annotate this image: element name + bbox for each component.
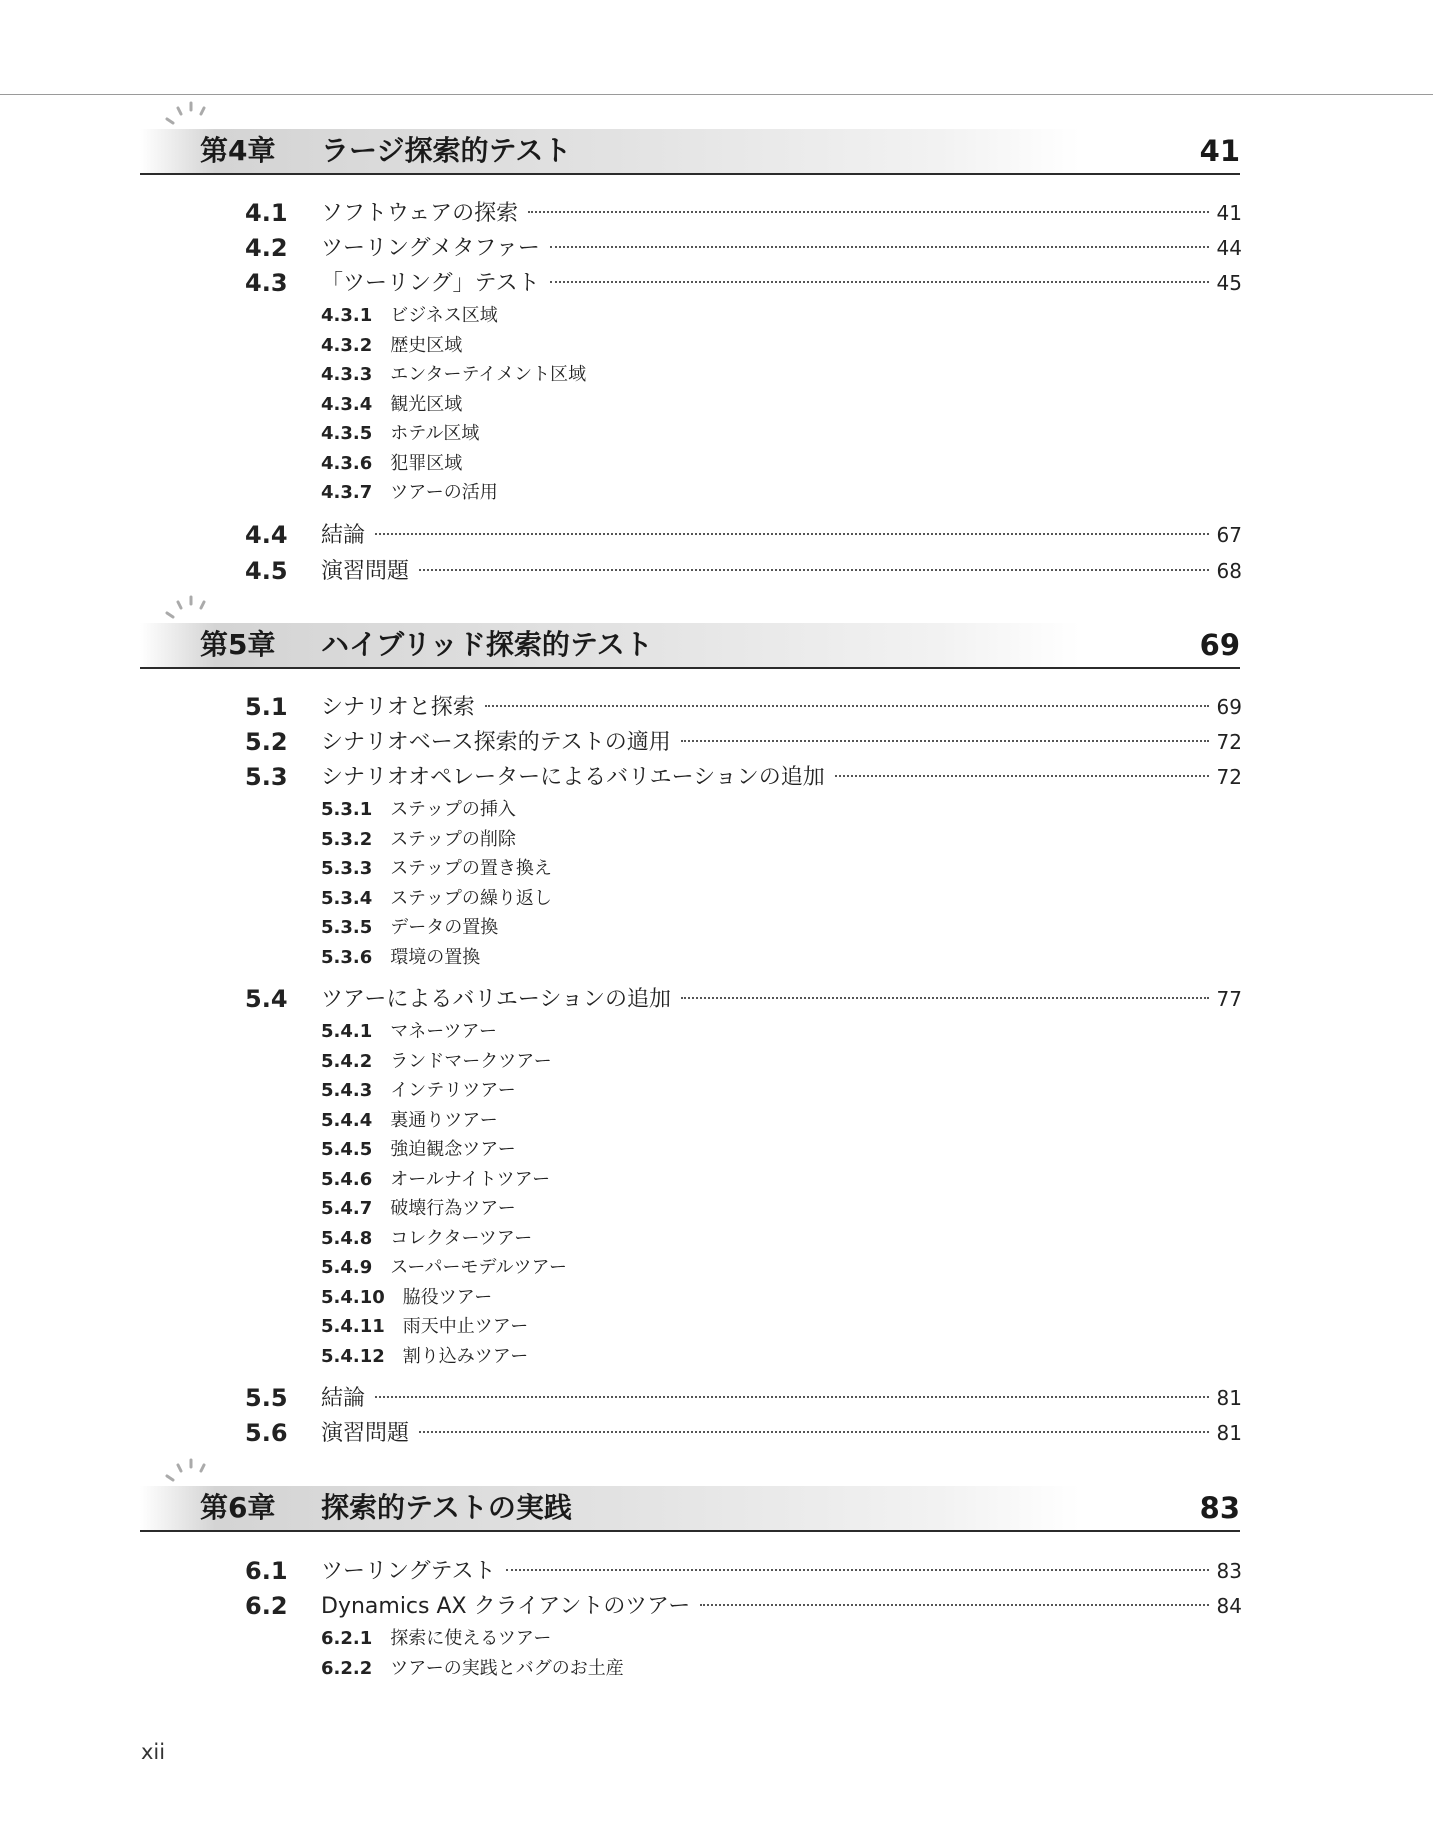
chapter-heading: [140, 590, 1240, 680]
subsection-number: 5.4.8: [321, 1227, 373, 1249]
section-line: [321, 691, 1242, 724]
subsection-entry[interactable]: [321, 856, 552, 882]
section-page: 41: [1216, 201, 1242, 225]
subsection-title: 歴史区域: [390, 334, 463, 356]
chapter-title: ハイブリッド探索的テスト: [321, 628, 653, 661]
dot-leader: [681, 997, 1209, 999]
subsection-number: 5.4.5: [321, 1139, 373, 1160]
section-page: 81: [1216, 1386, 1242, 1410]
section-line: [321, 761, 1242, 794]
section-line: [321, 1590, 1242, 1623]
section-title: ツアーによるバリエーションの追加: [321, 987, 672, 1012]
section-page: 67: [1216, 523, 1242, 547]
subsection-number: 4.3.7: [321, 482, 373, 503]
subsection-entry[interactable]: [321, 451, 462, 477]
section-page: 77: [1216, 987, 1242, 1011]
section-entry[interactable]: [245, 232, 1242, 264]
chapter-band: [140, 1486, 1080, 1530]
subsection-entry[interactable]: [321, 1167, 550, 1193]
subsection-entry[interactable]: [321, 1108, 498, 1134]
subsection-title: ステップの挿入: [390, 799, 516, 820]
section-title: ソフトウェアの探索: [321, 201, 519, 226]
section-page: 84: [1216, 1594, 1242, 1618]
subsection-entry[interactable]: [321, 1285, 492, 1311]
subsection-entry[interactable]: [321, 945, 480, 971]
section-number: 4.3: [245, 269, 288, 297]
section-entry[interactable]: [245, 726, 1242, 758]
subsection-number: 5.4.3: [321, 1080, 373, 1101]
subsection-title: 強迫観念ツアー: [390, 1139, 516, 1160]
subsection-number: 5.3.6: [321, 946, 373, 968]
subsection-title: スーパーモデルツアー: [390, 1257, 568, 1278]
section-number: 5.5: [245, 1384, 288, 1412]
subsection-entry[interactable]: [321, 1196, 516, 1222]
subsection-title: 犯罪区域: [390, 452, 463, 474]
dot-leader: [375, 533, 1209, 535]
section-number: 6.2: [245, 1592, 288, 1620]
dot-leader: [550, 246, 1209, 248]
chapter-title: ラージ探索的テスト: [321, 134, 572, 167]
section-title: ツーリングテスト: [321, 1559, 496, 1584]
subsection-entry[interactable]: [321, 1078, 516, 1104]
subsection-number: 5.3.1: [321, 799, 373, 820]
chapter-label: 第6章: [200, 1491, 276, 1524]
section-page: 81: [1216, 1421, 1242, 1445]
subsection-entry[interactable]: [321, 362, 586, 388]
chapter-rule: [140, 1530, 1240, 1532]
subsection-title: ホテル区域: [390, 423, 480, 444]
section-page: 44: [1216, 236, 1242, 260]
section-entry[interactable]: [245, 1590, 1242, 1622]
dot-leader: [681, 740, 1209, 742]
subsection-number: 4.3.5: [321, 423, 373, 444]
section-entry[interactable]: [245, 1555, 1242, 1587]
subsection-number: 5.4.7: [321, 1198, 373, 1219]
subsection-number: 4.3.3: [321, 364, 373, 385]
subsection-number: 5.4.1: [321, 1021, 373, 1042]
subsection-title: ステップの置き換え: [390, 858, 552, 879]
subsection-title: ステップの繰り返し: [390, 887, 552, 909]
subsection-number: 5.4.12: [321, 1345, 385, 1367]
subsection-title: オールナイトツアー: [390, 1168, 551, 1190]
subsection-title: ツアーの活用: [390, 482, 498, 503]
subsection-title: マネーツアー: [390, 1021, 497, 1042]
section-line: [321, 519, 1242, 552]
section-entry[interactable]: [245, 1382, 1242, 1414]
subsection-entry[interactable]: [321, 1656, 624, 1682]
dot-leader: [375, 1396, 1209, 1398]
subsection-entry[interactable]: [321, 480, 498, 506]
section-line: [321, 555, 1242, 588]
section-title: シナリオと探索: [321, 695, 475, 720]
subsection-entry[interactable]: [321, 915, 498, 941]
section-number: 5.2: [245, 728, 288, 756]
section-line: [321, 726, 1242, 759]
page-folio: xii: [141, 1740, 166, 1764]
section-number: 5.3: [245, 763, 288, 791]
section-line: [321, 1417, 1242, 1450]
dot-leader: [419, 569, 1209, 571]
chapter-band: [140, 129, 1080, 173]
subsection-entry[interactable]: [321, 392, 462, 418]
subsection-entry[interactable]: [321, 827, 516, 853]
subsection-entry[interactable]: [321, 1137, 516, 1163]
section-entry[interactable]: [245, 519, 1242, 551]
section-title: 結論: [321, 523, 366, 548]
subsection-title: 割り込みツアー: [402, 1345, 529, 1367]
subsection-title: 破壊行為ツアー: [390, 1198, 516, 1219]
subsection-title: コレクターツアー: [390, 1227, 533, 1249]
section-entry[interactable]: [245, 197, 1242, 229]
section-line: [321, 1382, 1242, 1415]
subsection-title: 探索に使えるツアー: [390, 1628, 552, 1649]
subsection-number: 4.3.6: [321, 452, 373, 474]
section-number: 5.4: [245, 985, 288, 1013]
subsection-number: 4.3.2: [321, 334, 373, 356]
section-entry[interactable]: [245, 691, 1242, 723]
subsection-entry[interactable]: [321, 1226, 532, 1252]
subsection-title: エンターテイメント区域: [390, 364, 587, 385]
section-title: 結論: [321, 1386, 366, 1411]
subsection-entry[interactable]: [321, 1019, 497, 1045]
chapter-label: 第4章: [200, 134, 276, 167]
subsection-title: ビジネス区域: [390, 305, 498, 326]
section-number: 5.6: [245, 1419, 288, 1447]
dot-leader: [528, 211, 1208, 213]
section-title: 演習問題: [321, 1421, 410, 1446]
subsection-title: 雨天中止ツアー: [402, 1316, 529, 1337]
subsection-number: 5.3.3: [321, 858, 373, 879]
section-entry[interactable]: [245, 761, 1242, 793]
section-line: [321, 232, 1242, 265]
section-page: 69: [1216, 695, 1242, 719]
dot-leader: [700, 1604, 1208, 1606]
chapter-page: 83: [1199, 1491, 1240, 1525]
section-entry[interactable]: [245, 1417, 1242, 1449]
section-title: 「ツーリング」テスト: [321, 271, 540, 296]
subsection-number: 4.3.1: [321, 305, 373, 326]
subsection-title: 裏通りツアー: [390, 1109, 498, 1131]
section-line: [321, 1555, 1242, 1588]
subsection-entry[interactable]: [321, 333, 462, 359]
subsection-title: データの置換: [390, 917, 499, 938]
section-page: 68: [1216, 559, 1242, 583]
section-title: シナリオベース探索的テストの適用: [321, 730, 671, 755]
section-title: シナリオオペレーターによるバリエーションの追加: [321, 765, 825, 790]
chapter-label: 第5章: [200, 628, 276, 661]
subsection-title: ステップの削除: [390, 828, 516, 850]
subsection-number: 5.3.4: [321, 887, 373, 909]
subsection-entry[interactable]: [321, 1344, 528, 1370]
section-page: 72: [1216, 730, 1242, 754]
dot-leader: [835, 775, 1209, 777]
section-entry[interactable]: [245, 983, 1242, 1015]
subsection-number: 5.4.10: [321, 1286, 385, 1308]
top-rule: [0, 94, 1433, 95]
section-title: ツーリングメタファー: [321, 236, 540, 261]
section-number: 4.1: [245, 199, 288, 227]
dot-leader: [485, 705, 1209, 707]
dot-leader: [506, 1569, 1209, 1571]
subsection-number: 6.2.1: [321, 1628, 373, 1649]
subsection-entry[interactable]: [321, 303, 498, 329]
subsection-number: 5.4.2: [321, 1050, 373, 1072]
chapter-page: 41: [1199, 134, 1240, 168]
section-page: 45: [1216, 271, 1242, 295]
section-line: [321, 983, 1242, 1016]
subsection-entry[interactable]: [321, 421, 479, 447]
subsection-number: 5.4.9: [321, 1257, 373, 1278]
subsection-title: 環境の置換: [390, 946, 481, 968]
subsection-number: 5.4.11: [321, 1316, 385, 1337]
subsection-title: ランドマークツアー: [390, 1050, 552, 1072]
subsection-entry[interactable]: [321, 886, 552, 912]
chapter-heading: [140, 1453, 1240, 1543]
section-page: 72: [1216, 765, 1242, 789]
section-number: 5.1: [245, 693, 288, 721]
chapter-rule: [140, 667, 1240, 669]
section-number: 4.4: [245, 521, 288, 549]
section-number: 6.1: [245, 1557, 288, 1585]
subsection-entry[interactable]: [321, 1255, 567, 1281]
section-entry[interactable]: [245, 267, 1242, 299]
subsection-number: 5.3.2: [321, 828, 373, 850]
subsection-number: 5.3.5: [321, 917, 373, 938]
subsection-entry[interactable]: [321, 1049, 552, 1075]
section-title: 演習問題: [321, 559, 410, 584]
dot-leader: [419, 1431, 1209, 1433]
subsection-title: 観光区域: [390, 393, 463, 415]
subsection-title: ツアーの実践とバグのお土産: [390, 1657, 624, 1679]
section-entry[interactable]: [245, 555, 1242, 587]
subsection-entry[interactable]: [321, 1314, 528, 1340]
subsection-entry[interactable]: [321, 1626, 551, 1652]
chapter-heading: [140, 96, 1240, 186]
chapter-title: 探索的テストの実践: [321, 1491, 572, 1524]
section-number: 4.2: [245, 234, 288, 262]
subsection-number: 4.3.4: [321, 393, 373, 415]
section-line: [321, 197, 1242, 230]
subsection-number: 5.4.4: [321, 1109, 373, 1131]
section-page: 83: [1216, 1559, 1242, 1583]
subsection-number: 6.2.2: [321, 1657, 373, 1679]
subsection-entry[interactable]: [321, 797, 516, 823]
chapter-rule: [140, 173, 1240, 175]
section-title: Dynamics AX クライアントのツアー: [321, 1594, 691, 1619]
section-line: [321, 267, 1242, 300]
subsection-title: インテリツアー: [390, 1080, 516, 1101]
section-number: 4.5: [245, 557, 288, 585]
subsection-number: 5.4.6: [321, 1168, 373, 1190]
subsection-title: 脇役ツアー: [402, 1286, 493, 1308]
chapter-page: 69: [1199, 628, 1240, 662]
dot-leader: [550, 281, 1209, 283]
